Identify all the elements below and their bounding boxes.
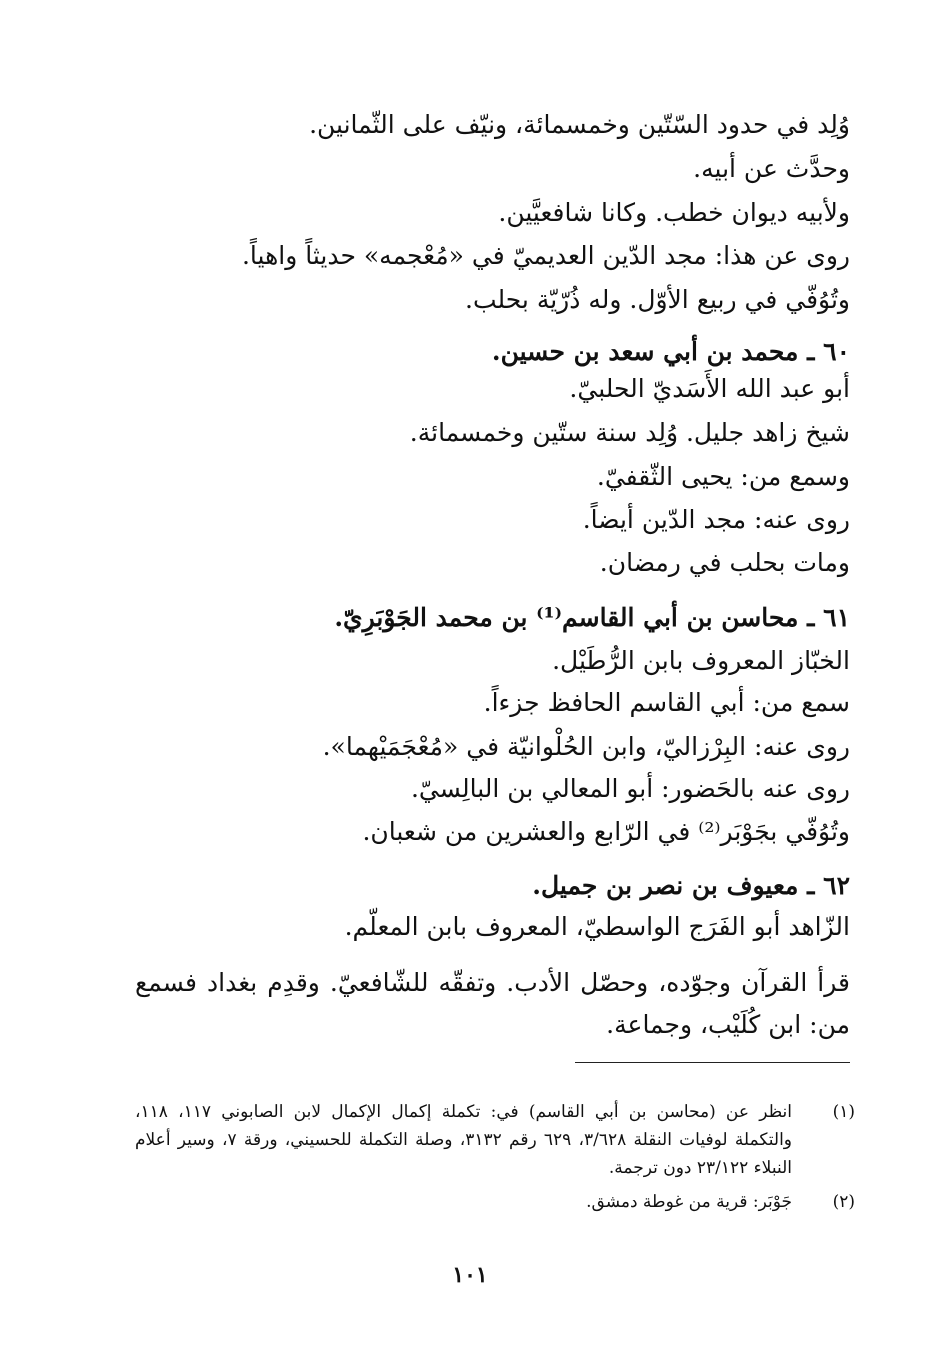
body-line: وسمع من: يحيى الثّقفيّ. [596,462,850,491]
body-line: ومات بحلب في رمضان. [599,548,850,577]
body-line: وُلِد في حدود السّتّين وخمسمائة، ونيّف على الثّمانين. [309,110,850,139]
body-line: وتُوُفّي في ربيع الأوّل. وله ذُرّيّة بحلب. [465,285,850,314]
entry-heading-60: ٦٠ ـ محمد بن أبي سعد بن حسين. [491,337,850,366]
footnote-text: انظر عن (محاسن بن أبي القاسم) في: تكملة إكمال الإكمال لابن الصابوني ١١٧، ١١٨، والتكملة لوفيات النقلة ٣/٦٢٨، ٦٢٩ رقم ٣١٣٢، وصلة التكملة للحسيني، ورقة ٧، وسير أعلام النبلاء ٢٣/١٢٢ دون ترجمة. [135,1102,793,1178]
body-line: من: ابن كُلَيْب، وجماعة. [606,1010,850,1039]
entry-heading-61: ٦١ ـ محاسن بن أبي القاسم⁽¹⁾ بن محمد الجَوْبَرِيّ. [334,603,850,632]
body-line: روى عنه: البِرْزاليّ، وابن الحُلْوانيّة في «مُعْجَمَيْهما». [322,732,850,761]
body-line: أبو عبد الله الأَسَديّ الحلبيّ. [569,374,850,403]
body-line: روى عنه: مجد الدّين أيضاً. [582,505,850,534]
body-line: ولأبيه ديوان خطب. وكانا شافعيَّين. [498,198,850,227]
footnote-number: (١) [832,1102,855,1122]
body-line: سمع من: أبي القاسم الحافظ جزءاً. [483,688,850,717]
body-line: الزّاهد أبو الفَرَج الواسطيّ، المعروف بابن المعلّم. [344,912,850,941]
body-line: وحدَّث عن أبيه. [693,154,850,183]
footnote-divider [575,1062,850,1063]
body-line: روى عن هذا: مجد الدّين العديميّ في «مُعْجمه» حديثاً واهياً. [241,241,850,270]
entry-heading-62: ٦٢ ـ معيوف بن نصر بن جميل. [532,871,850,900]
footnote-number: (٢) [832,1192,855,1212]
body-line: الخبّاز المعروف بابن الرُّطَيْل. [552,646,850,675]
body-line: شيخ زاهد جليل. وُلِد سنة ستّين وخمسمائة. [409,418,850,447]
page-number: ١٠١ [452,1262,488,1288]
footnote-text: جَوْبَر: قرية من غوطة دمشق. [586,1192,792,1212]
body-line: قرأ القرآن وجوّده، وحصّل الأدب. وتفقّه للشّافعيّ. وقدِم بغداد فسمع [135,968,850,997]
body-line: روى عنه بالحَضور: أبو المعالي بن البالِسيّ. [410,774,850,803]
body-line: وتُوُفّي بجَوْبَر⁽²⁾ في الرّابع والعشرين من شعبان. [362,817,850,846]
